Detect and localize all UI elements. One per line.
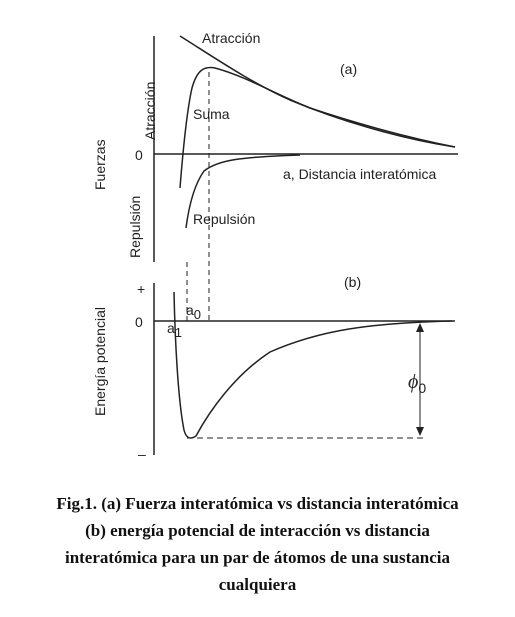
phi-label [408,371,426,396]
energy-axis-label: Energía potencial [92,307,108,416]
a1-main: a [167,320,175,336]
tag-b: (b) [344,274,362,290]
caption-line-3: interatómica para un par de átomos de una sustancia [64,548,451,567]
energy-zero-label: 0 [135,314,143,330]
tag-a: (a) [340,61,358,77]
phi-arrowhead-bottom [416,427,424,436]
repulsion-axis-label: Repulsión [127,195,143,258]
caption-line-1: Fig.1. (a) Fuerza interatómica vs distancia interatómica [56,494,459,513]
attraction-axis-label: Atracción [142,81,158,140]
phi-main: ϕ [408,371,419,393]
phi-arrowhead-top [416,323,424,332]
a1-label [167,320,182,340]
force-axis-label: Fuerzas [92,139,108,190]
caption-line-4: cualquiera [218,575,297,594]
energy-curve [174,292,452,438]
a0-subscript: 0 [193,307,202,322]
a1-subscript: 1 [174,325,183,340]
x-axis-label: a, Distancia interatómica [283,166,437,182]
sum-curve-label: Suma [193,106,230,122]
figure-caption [0,490,515,598]
phi-subscript: 0 [418,380,427,396]
attraction-curve [180,36,455,147]
a0-label [186,302,201,322]
force-zero-label: 0 [135,147,143,163]
minus-label: – [138,446,146,462]
attraction-curve-label: Atracción [202,30,261,46]
plus-label: + [137,281,146,297]
caption-line-2: (b) energía potencial de interacción vs distancia [85,521,430,540]
a0-main: a [186,302,194,318]
repulsion-curve-label: Repulsión [193,211,256,227]
